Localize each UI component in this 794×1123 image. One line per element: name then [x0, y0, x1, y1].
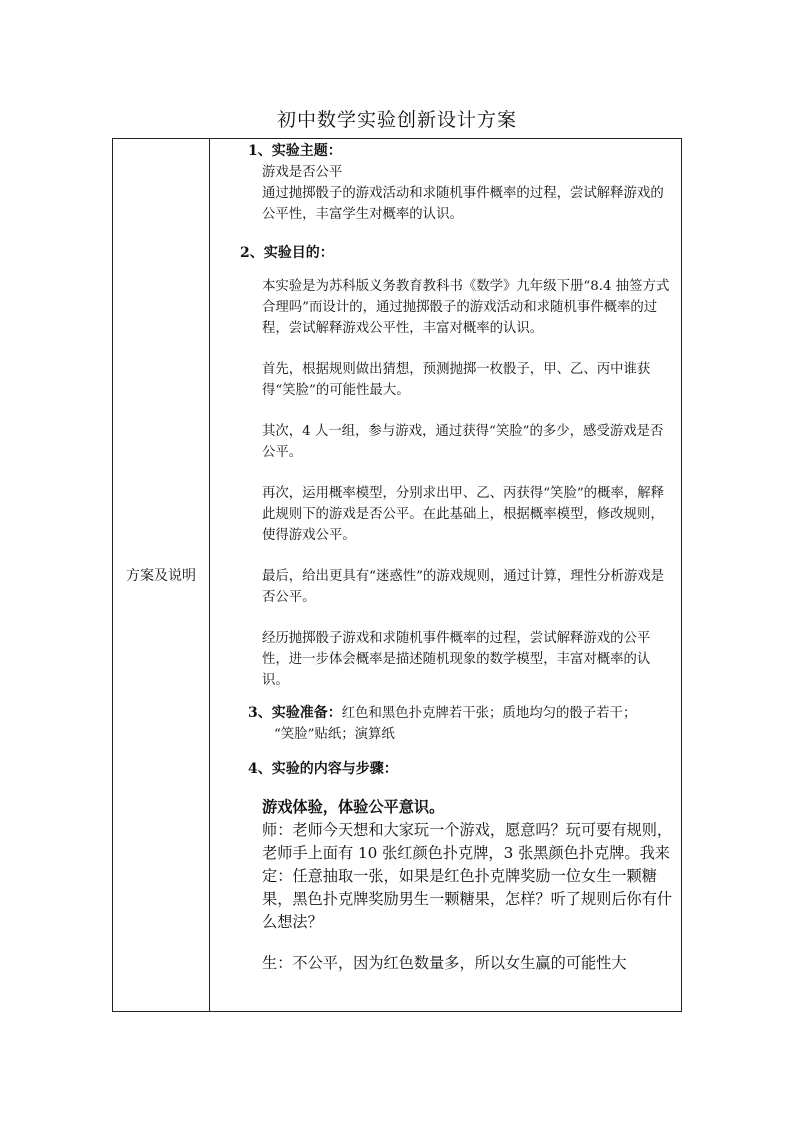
- section-2-para-6: 经历抛掷骰子游戏和求随机事件概率的过程，尝试解释游戏的公平性，进一步体会概率是描述随机现象的数学模型，丰富对概率的认识。: [262, 631, 651, 688]
- section-2-heading: 2、实验目的：: [240, 245, 334, 261]
- section-2-para-5: 最后，给出更具有“迷惑性”的游戏规则，通过计算，理性分析游戏是否公平。: [262, 569, 665, 605]
- section-2-para-2: 首先，根据规则做出猜想，预测抛掷一枚骰子，甲、乙、丙中谁获得“笑脸”的可能性最大。: [262, 362, 651, 398]
- row-label: 方案及说明: [113, 139, 210, 1012]
- page-title: 初中数学实验创新设计方案: [276, 109, 517, 131]
- section-3-heading: 3、实验准备：: [248, 705, 342, 721]
- section-1-heading: 1、实验主题：: [248, 143, 342, 159]
- plan-table: [112, 138, 682, 1012]
- content: [210, 139, 681, 975]
- section-3: [248, 703, 673, 724]
- section-2-para-3: 其次，4 人一组，参与游戏，通过获得“笑脸”的多少，感受游戏是否公平。: [262, 424, 664, 460]
- section-1-topic: 游戏是否公平: [262, 165, 343, 180]
- table-row: [113, 139, 682, 1012]
- section-3-text-1: 红色和黑色扑克牌若干张；质地均匀的骰子若干；: [341, 706, 637, 721]
- section-3-text-2: “笑脸”贴纸；演算纸: [274, 727, 395, 742]
- section-4-heading: 4、实验的内容与步骤：: [248, 761, 398, 777]
- section-4-subheading: 游戏体验，体验公平意识。: [262, 798, 445, 816]
- section-4-student: 生：不公平，因为红色数量多，所以女生赢的可能性大: [262, 954, 627, 972]
- section-2-para-1: 本实验是为苏科版义务教育教科书《数学》九年级下册“8.4 抽签方式合理吗”而设计的，通过抛掷骰子的游戏活动和求随机事件概率的过程，尝试解释游戏公平性，丰富对概率的认识。: [262, 279, 670, 336]
- section-1-desc: 通过抛掷骰子的游戏活动和求随机事件概率的过程，尝试解释游戏的公平性，丰富学生对概率的认识。: [262, 186, 664, 222]
- section-2-para-4: 再次，运用概率模型，分别求出甲、乙、丙获得“笑脸”的概率，解释此规则下的游戏是否公平。在此基础上，根据概率模型，修改规则，使得游戏公平。: [262, 486, 665, 543]
- content-cell: [210, 139, 682, 1012]
- section-4-teacher: 师：老师今天想和大家玩一个游戏，愿意吗？玩可要有规则，老师手上面有 10 张红颜色扑克牌，3 张黑颜色扑克牌。我来定：任意抽取一张，如果是红色扑克牌奖励一位女生一颗糖果，黑色扑克牌奖励男生一颗糖果，怎样？听了规则后你有什么想法？: [262, 821, 673, 931]
